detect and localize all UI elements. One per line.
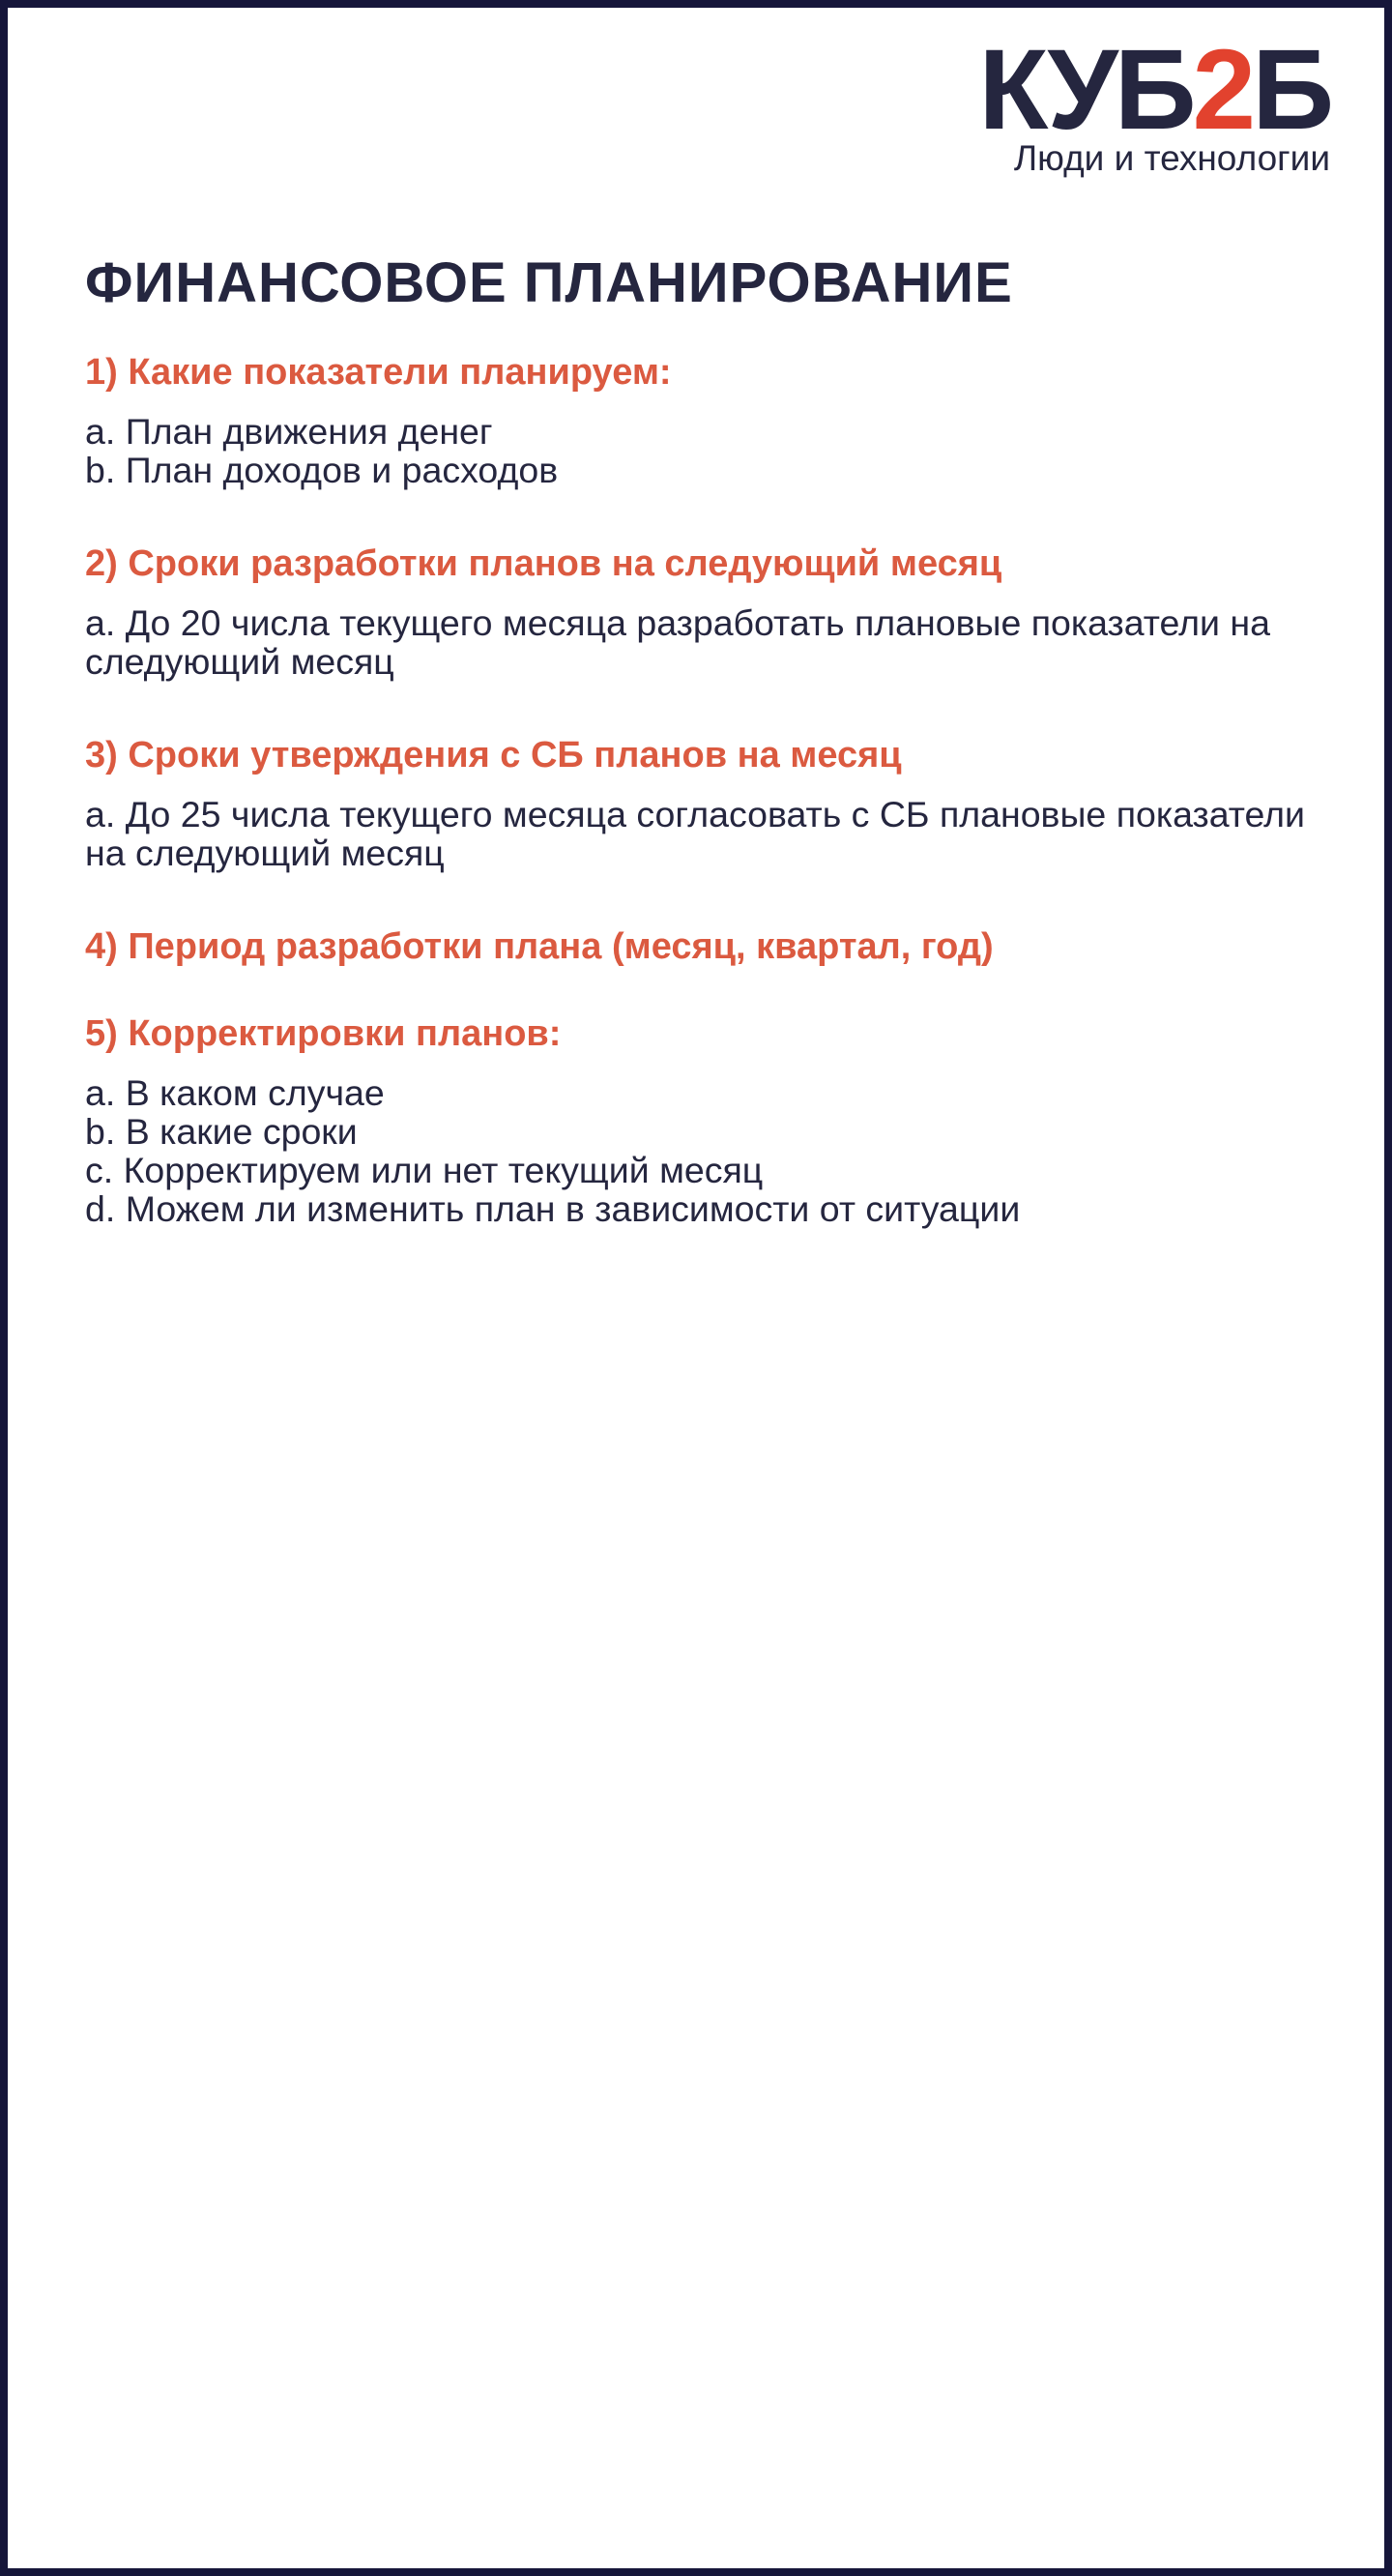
section-heading: 2) Сроки разработки планов на следующий месяц [85, 543, 1002, 584]
section-development-deadlines [85, 540, 1332, 681]
section-heading: 5) Корректировки планов: [85, 1013, 562, 1054]
section-heading: 3) Сроки утверждения с СБ планов на месяц [85, 735, 902, 776]
section-items [85, 795, 1332, 872]
section-plan-period [85, 922, 1332, 971]
list-item: c. Корректируем или нет текущий месяц [85, 1150, 764, 1190]
brand-logo [978, 26, 1330, 178]
section-heading: 1) Какие показатели планируем: [85, 352, 672, 393]
section-items [85, 412, 1332, 489]
list-item: b. План доходов и расходов [85, 450, 559, 490]
list-item: a. До 20 числа текущего месяца разработать плановые показатели на следующий месяц [85, 602, 1270, 682]
section-approval-deadlines [85, 731, 1332, 872]
document-body [85, 249, 1332, 1278]
logo-wordmark-main: КУБ [978, 26, 1193, 154]
section-heading: 4) Период разработки плана (месяц, квартал, год) [85, 926, 994, 967]
list-item: a. В каком случае [85, 1072, 385, 1113]
logo-wordmark-end: Б [1252, 26, 1330, 154]
logo-wordmark-accent: 2 [1192, 26, 1253, 154]
list-item: a. До 25 числа текущего месяца согласовать с СБ плановые показатели на следующий месяц [85, 794, 1305, 873]
page-title: ФИНАНСОВОЕ ПЛАНИРОВАНИЕ [85, 251, 1013, 314]
list-item: b. В какие сроки [85, 1111, 358, 1152]
logo-tagline: Люди и технологии [1013, 138, 1330, 178]
section-indicators [85, 348, 1332, 489]
list-item: a. План движения денег [85, 411, 493, 452]
section-items [85, 603, 1332, 681]
logo-wordmark [978, 26, 1330, 154]
section-items [85, 1073, 1332, 1228]
list-item: d. Можем ли изменить план в зависимости от ситуации [85, 1188, 1021, 1229]
section-plan-corrections [85, 1010, 1332, 1228]
